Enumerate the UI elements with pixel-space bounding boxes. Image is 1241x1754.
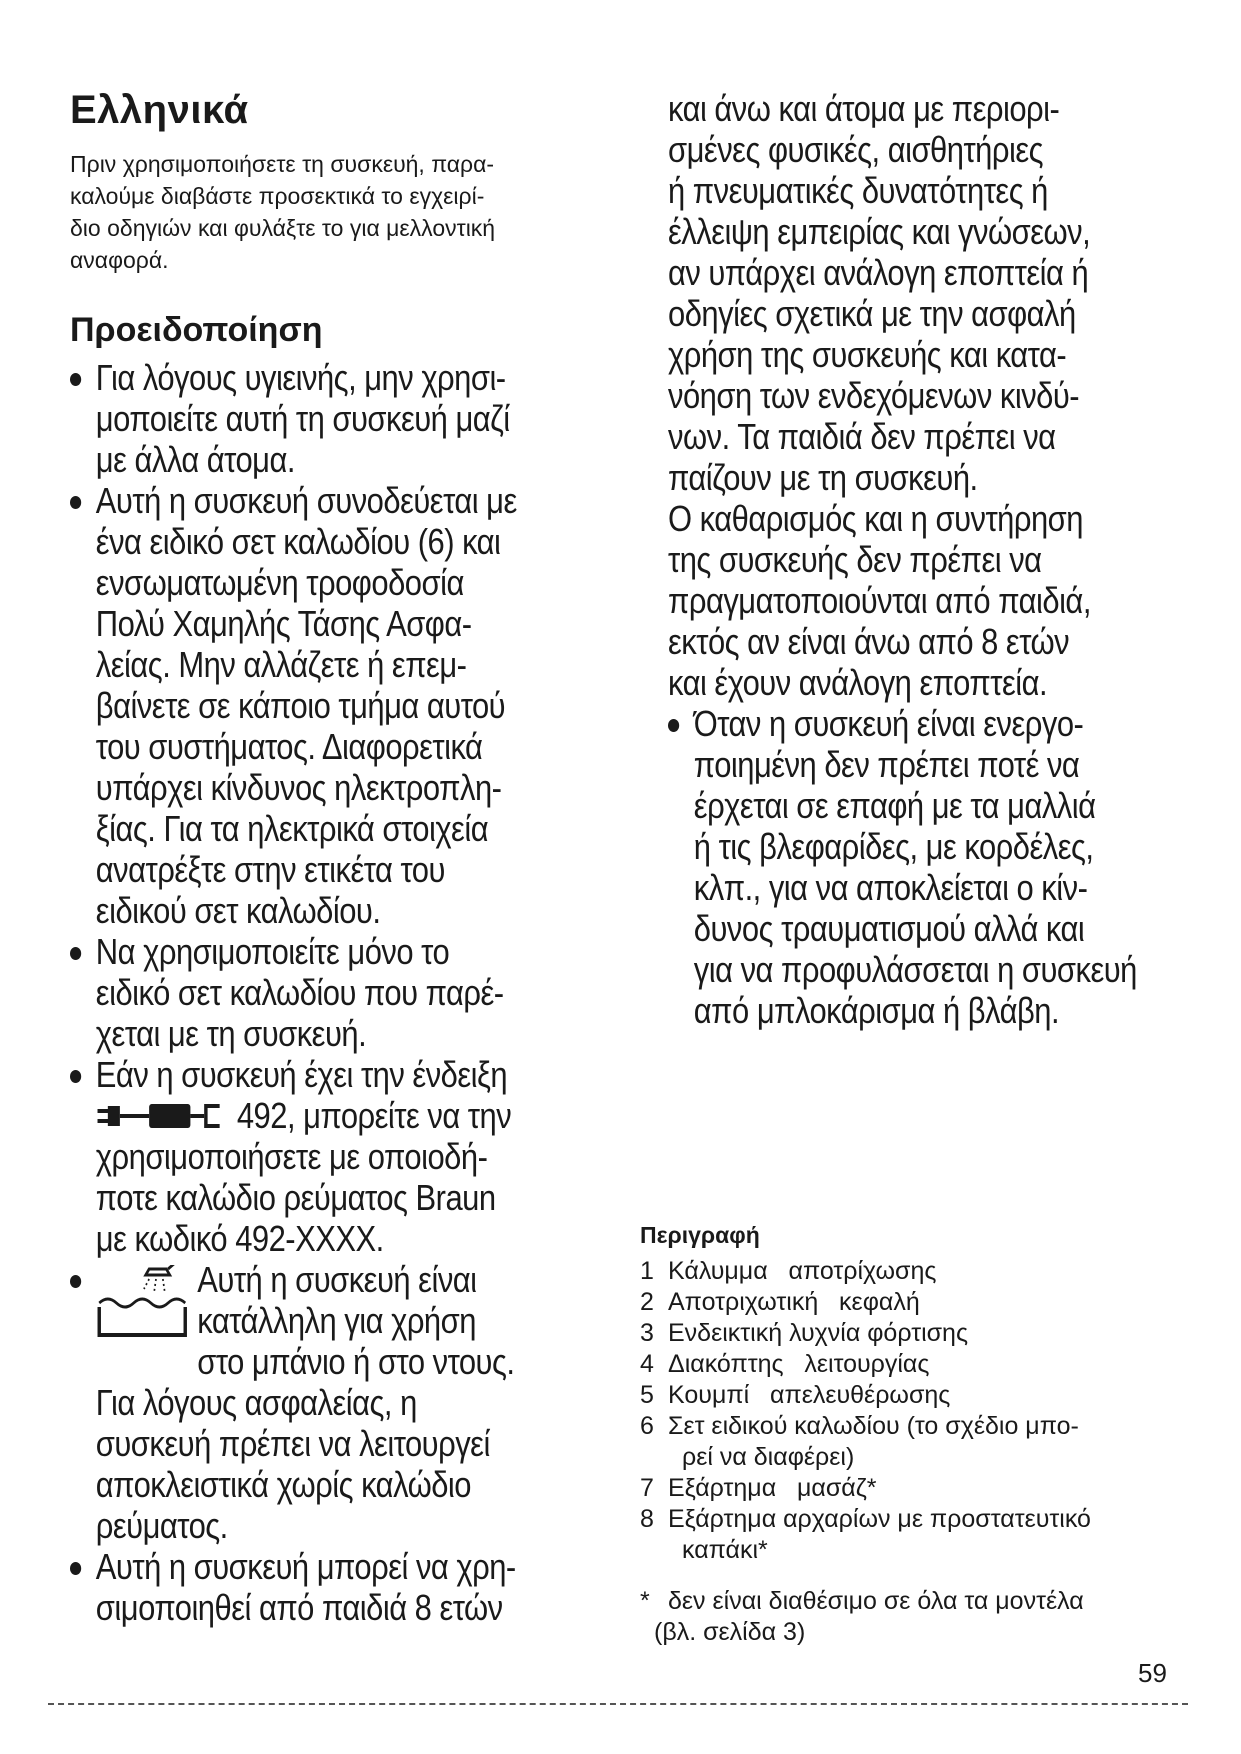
text-line: ειδικού σετ καλωδίου. (95, 890, 381, 932)
description-heading: Περιγραφή (640, 1222, 760, 1248)
text-line: χεται με τη συσκευή. (95, 1013, 367, 1055)
intro-line: αναφορά. (70, 247, 169, 273)
text-line: Για λόγους ασφαλείας, η (95, 1382, 417, 1424)
text-line: Για λόγους υγιεινής, μην χρησι- (95, 357, 506, 399)
part-item (640, 1349, 1200, 1380)
text-line: ενσωματωμένη τροφοδοσία (95, 562, 464, 604)
part-number: 8 (640, 1505, 654, 1533)
text-line: μοποιείτε αυτή τη συσκευή μαζί (95, 398, 510, 440)
text-line: σιμοποιηθεί από παιδιά 8 ετών (95, 1587, 503, 1629)
text-line: καπάκι* (682, 1536, 768, 1564)
text-line: Να χρησιμοποιείτε μόνο το (95, 931, 450, 973)
intro-line: Πριν χρησιμοποιήσετε τη συσκευή, παρα- (70, 151, 495, 177)
part-number: 3 (640, 1319, 654, 1347)
part-number: 5 (640, 1381, 654, 1409)
part-label: Διακόπτης λειτουργίας (668, 1350, 930, 1378)
plug-line (96, 1095, 612, 1136)
text-line: ανατρέξτε στην ετικέτα του (95, 849, 445, 891)
right-text (668, 88, 1137, 1031)
text-line: ή τις βλεφαρίδες, με κορδέλες, (693, 826, 1094, 867)
text-line: κατάλληλη για χρήση (197, 1300, 476, 1342)
bullet-icon (668, 719, 679, 732)
page-divider (48, 1703, 1188, 1705)
warnings-list (70, 357, 541, 1628)
text-line: οδηγίες σχετικά με την ασφαλή (668, 293, 1076, 334)
text-line: συσκευή πρέπει να λειτουργεί (95, 1423, 490, 1465)
text-line: υπάρχει κίνδυνος ηλεκτροπλη- (95, 767, 502, 809)
warning-item-cord-set (70, 480, 612, 931)
footnote-line: δεν είναι διαθέσιμο σε όλα τα μοντέλα (668, 1587, 1084, 1615)
footnote-line: (βλ. σελίδα 3) (654, 1618, 806, 1646)
text-line: δυνος τραυματισμού αλλά και (693, 908, 1085, 949)
part-item (640, 1473, 1200, 1504)
text-line: ρεί να διαφέρει) (682, 1443, 855, 1471)
bullet-icon (70, 373, 81, 386)
intro-line: καλούμε διαβάστε προσεκτικά το εγχειρί- (70, 183, 485, 209)
bullet-icon (70, 947, 81, 960)
bullet-icon (70, 496, 81, 509)
text-line: χρήση της συσκευής και κατα- (668, 334, 1067, 375)
part-item (640, 1380, 1200, 1411)
part-item (640, 1256, 1200, 1287)
text-line: με κωδικό 492-XXXX. (95, 1218, 384, 1260)
text-line: πραγματοποιούνται από παιδιά, (668, 580, 1091, 621)
part-label (668, 1504, 1200, 1566)
part-number: 2 (640, 1288, 654, 1316)
text-line: αποκλειστικά χωρίς καλώδιο (95, 1464, 472, 1506)
part-number: 6 (640, 1412, 654, 1440)
intro-paragraph (70, 148, 600, 276)
text-line: ξίας. Για τα ηλεκτρικά στοιχεία (95, 808, 489, 850)
warning-item-children (70, 1546, 612, 1628)
text-line: νων. Τα παιδιά δεν πρέπει να (668, 416, 1056, 457)
text-line: Όταν η συσκευή είναι ενεργο- (693, 703, 1084, 744)
text-line: Εάν η συσκευή έχει την ένδειξη (95, 1054, 508, 1096)
warning-item-hygiene (70, 357, 612, 480)
part-label: Εξάρτημα μασάζ* (668, 1474, 877, 1502)
text-line: Αυτή η συσκευή συνοδεύεται με (95, 480, 517, 522)
text-line: στο μπάνιο ή στο ντους. (197, 1341, 515, 1383)
text-line: παίζουν με τη συσκευή. (668, 457, 978, 498)
text-line: χρησιμοποιήσετε με οποιοδή- (95, 1136, 488, 1178)
part-number: 4 (640, 1350, 654, 1378)
part-item (640, 1411, 1200, 1473)
text-line: Αυτή η συσκευή είναι (197, 1259, 477, 1301)
warning-item-special-cord (70, 931, 612, 1054)
left-column (70, 88, 618, 1628)
warning-item-492-marking (70, 1054, 612, 1259)
text-line: ποιημένη δεν πρέπει ποτέ να (693, 744, 1080, 785)
text-line: ή πνευματικές δυνατότητες ή (668, 170, 1048, 211)
text-line: του συστήματος. Διαφορετικά (95, 726, 483, 768)
part-label (668, 1411, 1200, 1473)
text-line: ρεύματος. (95, 1505, 228, 1547)
text-line: και άνω και άτομα με περιορι- (668, 88, 1060, 129)
text-line: Αυτή η συσκευή μπορεί να χρη- (95, 1546, 516, 1588)
bath-shower-icon (96, 1265, 191, 1345)
text-line: για να προφυλάσσεται η συσκευή (693, 949, 1137, 990)
part-item (640, 1504, 1200, 1566)
text-line: Εξάρτημα αρχαρίων με προστατευτικό (668, 1505, 1091, 1533)
text-line: έλλειψη εμπειρίας και γνώσεων, (668, 211, 1091, 252)
text-line: Σετ ειδικού καλωδίου (το σχέδιο μπο- (668, 1412, 1079, 1440)
text-line: 492, μπορείτε να την (236, 1095, 512, 1137)
page-number: 59 (1138, 1658, 1167, 1688)
part-label: Αποτριχωτική κεφαλή (668, 1288, 920, 1316)
text-line: Πολύ Χαμηλής Τάσης Ασφα- (95, 603, 472, 645)
text-line: εκτός αν είναι άνω από 8 ετών (668, 621, 1070, 662)
text-line: λείας. Μην αλλάζετε ή επεμ- (95, 644, 467, 686)
warning-heading: Προειδοποίηση (70, 311, 323, 349)
text-line: κλπ., για να αποκλείεται ο κίν- (693, 867, 1088, 908)
text-line: νόηση των ενδεχόμενων κινδύ- (668, 375, 1080, 416)
right-column (668, 88, 1188, 1031)
parts-list (640, 1256, 1200, 1566)
text-line: Ο καθαρισμός και η συντήρηση (668, 498, 1083, 539)
children-continuation (668, 88, 1184, 703)
part-item (640, 1318, 1200, 1349)
part-number: 1 (640, 1257, 654, 1285)
part-label: Ενδεικτική λυχνία φόρτισης (668, 1319, 969, 1347)
part-item (640, 1287, 1200, 1318)
bullet-icon (70, 1562, 81, 1575)
warning-item-bath (70, 1259, 612, 1546)
text-line: από μπλοκάρισμα ή βλάβη. (693, 990, 1060, 1031)
part-number: 7 (640, 1474, 654, 1502)
text-line: με άλλα άτομα. (95, 439, 295, 481)
language-heading: Ελληνικά (70, 88, 249, 132)
intro-line: διο οδηγιών και φυλάξτε το για μελλοντική (70, 215, 496, 241)
text-line: σμένες φυσικές, αισθητήριες (668, 129, 1044, 170)
bath-row (96, 1259, 612, 1382)
text-line: έρχεται σε επαφή με τα μαλλιά (693, 785, 1096, 826)
plug-cord-icon (96, 1101, 225, 1131)
text-line: βαίνετε σε κάποιο τμήμα αυτού (95, 685, 506, 727)
part-label: Κουμπί απελευθέρωσης (668, 1381, 951, 1409)
part-label: Κάλυμμα αποτρίχωσης (668, 1257, 937, 1285)
footnote (640, 1586, 1200, 1648)
text-line: και έχουν ανάλογη εποπτεία. (668, 662, 1048, 703)
text-line: της συσκευής δεν πρέπει να (668, 539, 1042, 580)
text-line: αν υπάρχει ανάλογη εποπτεία ή (668, 252, 1089, 293)
text-line: ειδικό σετ καλωδίου που παρέ- (95, 972, 504, 1014)
text-line: ποτε καλώδιο ρεύματος Braun (95, 1177, 496, 1219)
bullet-icon (70, 1275, 81, 1288)
text-line: ένα ειδικό σετ καλωδίου (6) και (95, 521, 501, 563)
footnote-star: * (640, 1587, 650, 1615)
warning-item-hair (668, 703, 1184, 1031)
bullet-icon (70, 1070, 81, 1083)
